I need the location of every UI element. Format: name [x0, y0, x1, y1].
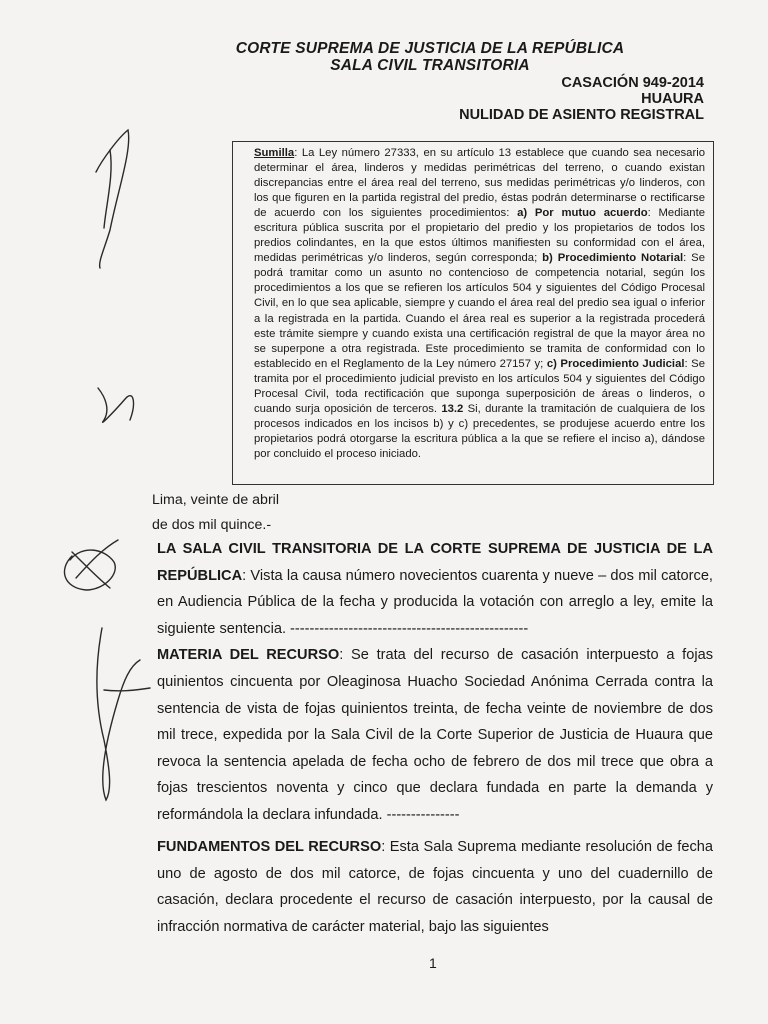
paragraph-3-text: : Esta Sala Suprema mediante resolución de fecha uno de agosto de dos mil catorce, de fojas cincuenta y uno del cuadernillo de casación, declara procedente el recurso de casación interpuesto, por la causal de infracción normativa de carácter material, bajo las siguientes	[157, 839, 713, 935]
chamber-title: SALA CIVIL TRANSITORIA	[330, 57, 530, 74]
sumilla-bold-b: b) Procedimiento Notarial	[542, 252, 684, 265]
sumilla-bold-c: c) Procedimiento Judicial	[546, 357, 685, 370]
paragraph-1-heading: LA SALA CIVIL TRANSITORIA DE LA CORTE SUPREMA DE JUSTICIA DE LA REPÚBLICA	[157, 541, 713, 584]
signature-mark-3	[64, 540, 118, 590]
sumilla-text-5: Si, durante la tramitación de cualquiera de los procesos indicados en los incisos b) y c) precedentes, se produjese acuerdo entre los propietarios podrá otorgarse la escritura pública a la que se refiere el inciso a), dándose por concluido el proceso iniciado.	[254, 402, 706, 460]
signature-mark-1	[96, 130, 129, 268]
sumilla-text-1: : La Ley número 27333, en su artículo 13 establece que cuando sea necesario determinar el área, linderos y medidas perimétricas del terreno, o cuando existan discrepancias entre el área real del terreno, sus medidas perimétricas y/o linderos, con los que figuren en la partida registral del predio, éstas podrán determinarse o rectificarse de acuerdo con los siguientes procedimientos:	[254, 147, 705, 220]
sumilla-text-4: : Se tramita por el procedimiento judicial previsto en los artículos 504 y siguientes del Código Procesal Civil, toda rectificación que suponga superposición de áreas o linderos, o cuando surja oposición de terceros.	[254, 357, 705, 415]
court-title: CORTE SUPREMA DE JUSTICIA DE LA REPÚBLICA	[235, 40, 625, 57]
case-subject: NULIDAD DE ASIENTO REGISTRAL	[459, 107, 704, 123]
case-location: HUAURA	[641, 91, 704, 107]
page-number: 1	[429, 955, 437, 971]
signature-mark-4	[97, 628, 150, 800]
sumilla-text-3: : Se podrá tramitar como un asunto no contencioso de competencia notarial, según los procedimientos a los que se refieren los artículos 504 y siguientes del Código Procesal Civil, en lo que sea aplicable, siempre y cuando el área real del predio sea igual o inferior a la registrada en la partida. Cuando el área real es superior a la registrada procederá este trámite siempre y cuando exista una certificación registral de que la mayor área no se superpone a otra registrada. Este procedimiento se tramita de conformidad con lo establecido en el Reglamento de la Ley número 27157 y;	[254, 252, 705, 370]
paragraph-1-text: : Vista la causa número novecientos cuarenta y nueve – dos mil catorce, en Audiencia Pública de la fecha y producida la votación con arreglo a ley, emite la siguiente sentencia. -------------------------------------------------	[157, 567, 713, 637]
date-line-1: Lima, veinte de abril	[152, 492, 279, 508]
date-line-2: de dos mil quince.-	[152, 517, 272, 533]
case-number: CASACIÓN 949-2014	[561, 75, 704, 91]
paragraph-2-text: : Se trata del recurso de casación interpuesto a fojas quinientos cincuenta por Oleaginosa Huacho Sociedad Anónima Cerrada contra la sentencia de vista de fojas quinientos treinta, de fecha veinte de noviembre de dos mil trece, expedida por la Sala Civil de la Corte Superior de Justicia de Huaura que revoca la sentencia apelada de fecha ocho de febrero de dos mil trece que obra a fojas trescientos noventa y cinco que declara fundada en parte la demanda y reformándola la declara infundada. ---------------	[157, 647, 713, 823]
sumilla-bold-d: 13.2	[441, 402, 464, 415]
sumilla-bold-a: a) Por mutuo acuerdo	[517, 207, 648, 220]
signature-mark-1b	[104, 150, 111, 228]
signature-mark-2	[98, 388, 133, 422]
paragraph-2-heading: MATERIA DEL RECURSO	[157, 647, 340, 664]
sumilla-text-2: : Mediante escritura pública suscrita por el propietario del predio y los propietarios de todos los predios colindantes, en la que estos últimos manifiesten su conformidad con el área, medidas perimétricas y/o linderos, según corresponda;	[254, 207, 705, 265]
sumilla-label: Sumilla	[254, 147, 295, 159]
paragraph-3-heading: FUNDAMENTOS DEL RECURSO	[157, 839, 382, 855]
